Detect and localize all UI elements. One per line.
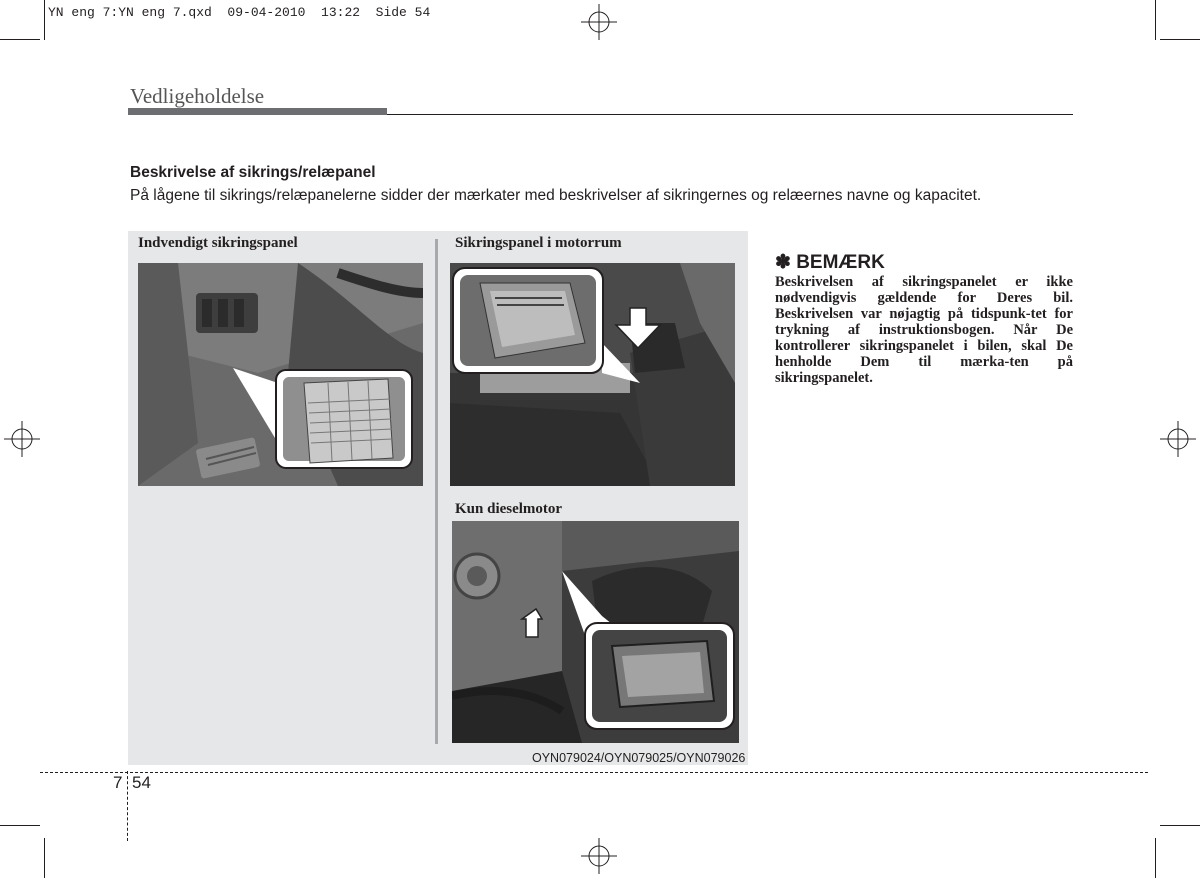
crop-mark (1160, 825, 1200, 826)
intro-paragraph: På lågene til sikrings/relæpanelerne sidder der mærkater med beskrivelser af sikringernes og relæernes navne og kapacitet. (130, 187, 982, 204)
section-rule (128, 108, 387, 115)
subsection-heading: Beskrivelse af sikrings/relæpanel (130, 164, 376, 181)
registration-mark-icon (1160, 421, 1196, 457)
crop-mark (0, 39, 40, 40)
note-title-text: BEMÆRK (796, 252, 885, 273)
crop-mark (1155, 838, 1156, 878)
crop-mark (0, 825, 40, 826)
page-number: 54 (132, 773, 151, 792)
chapter-number: 7 (113, 773, 123, 792)
figure-codes: OYN079024/OYN079025/OYN079026 (532, 751, 746, 765)
note-body: Beskrivelsen af sikringspanelet er ikke nødvendigvis gældende for Deres bil. Beskrivelsen var nøjagtig på tidspunk-tet for trykning af instruktionsbogen. Når De kontrollerer sikringspanelet i bilen, skal De henholde Dem til mærka-ten på sikringspanelet. (775, 274, 1073, 386)
registration-mark-icon (581, 838, 617, 874)
crop-mark (1160, 39, 1200, 40)
crop-mark (44, 0, 45, 40)
crop-mark (44, 838, 45, 878)
section-title: Vedligeholdelse (130, 84, 265, 108)
engine-fuse-photo (450, 263, 735, 486)
interior-fuse-photo (138, 263, 423, 486)
registration-mark-icon (4, 421, 40, 457)
registration-mark-icon (581, 4, 617, 40)
engine-fuse-label: Sikringspanel i motorrum (455, 235, 622, 251)
footer-divider (127, 771, 128, 841)
interior-fuse-label: Indvendigt sikringspanel (138, 235, 298, 251)
section-rule-thin (387, 114, 1073, 115)
figure-divider (435, 239, 438, 744)
diesel-fuse-photo (452, 521, 739, 743)
footer-rule (40, 772, 1148, 773)
print-header: YN eng 7:YN eng 7.qxd 09-04-2010 13:22 Side 54 (48, 5, 431, 20)
crop-mark (1155, 0, 1156, 40)
note-title (775, 251, 885, 274)
note-asterisk-icon: ✽ (775, 252, 791, 273)
diesel-label: Kun dieselmotor (455, 501, 563, 517)
